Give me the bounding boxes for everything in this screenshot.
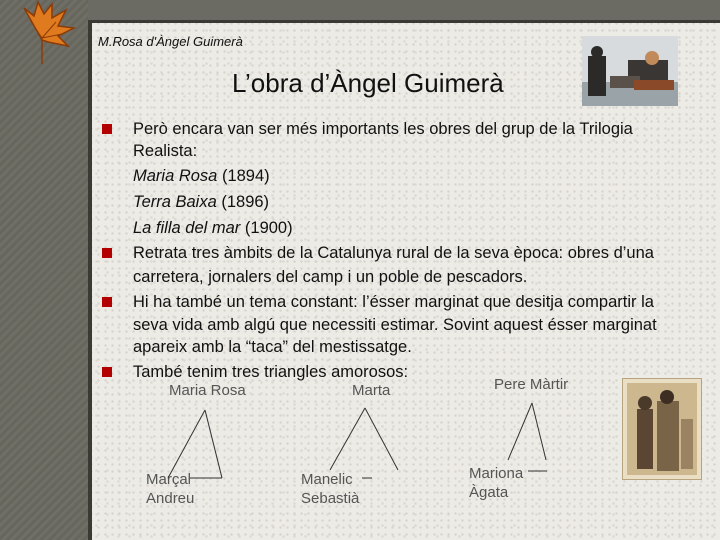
bullet-3-line-2: seva vida amb algú que necessiti estimar. Sovint aquest ésser marginat: [133, 316, 657, 334]
triangle-1-right: Andreu: [146, 490, 195, 507]
bullet-3-line-3: apareix amb la “taca” del mestissatge.: [133, 338, 412, 356]
bullet-1-line-2: Realista:: [133, 142, 198, 160]
bullet-1-line-1: Però encara van ser més importants les obres del grup de la Trilogia: [133, 120, 633, 138]
square-bullet-icon: [102, 248, 112, 258]
slide-top-border: [88, 20, 720, 23]
bullet-3-line-1: Hi ha també un tema constant: l’ésser marginat que desitja compartir la: [133, 293, 654, 311]
theatre-photo: [582, 36, 678, 106]
work-la-filla-del-mar: [133, 218, 293, 238]
triangle-3-right: Àgata: [469, 484, 509, 501]
triangle-3-top: Pere Màrtir: [494, 376, 569, 393]
left-margin-texture: [0, 0, 88, 540]
autumn-leaf-icon: [4, 0, 80, 66]
slide-title: L’obra d’Àngel Guimerà: [232, 68, 504, 98]
bullet-2-line-1: Retrata tres àmbits de la Catalunya rural de la seva època: obres d’una: [133, 244, 654, 262]
triangle-2-left: Manelic: [301, 471, 353, 488]
square-bullet-icon: [102, 297, 112, 307]
theatre-photo-drawing: [582, 36, 678, 106]
triangle-2-top: Marta: [352, 382, 391, 399]
author-tag: M.Rosa d'Àngel Guimerà: [98, 34, 243, 49]
triangle-2-right: Sebastià: [301, 490, 360, 507]
triangle-1-top: Maria Rosa: [169, 382, 246, 399]
actors-photo: [622, 378, 702, 480]
square-bullet-icon: [102, 367, 112, 377]
work-title: Maria Rosa: [133, 167, 218, 185]
work-terra-baixa: [133, 192, 269, 212]
bullet-2-line-2: carretera, jornalers del camp i un poble de pescadors.: [133, 268, 528, 286]
square-bullet-icon: [102, 124, 112, 134]
triangle-1-left: Marçal: [146, 471, 192, 488]
triangle-3-left: Mariona: [469, 465, 524, 482]
work-title: La filla del mar: [133, 219, 241, 237]
slide-left-border: [88, 20, 92, 540]
work-year: (1894): [217, 167, 270, 185]
bullet-4-line-1: També tenim tres triangles amorosos:: [133, 363, 409, 381]
work-year: (1896): [216, 193, 270, 211]
work-year: (1900): [240, 219, 293, 237]
actors-photo-drawing: [623, 379, 701, 479]
work-title: Terra Baixa: [133, 193, 217, 211]
work-maria-rosa: [133, 166, 270, 186]
